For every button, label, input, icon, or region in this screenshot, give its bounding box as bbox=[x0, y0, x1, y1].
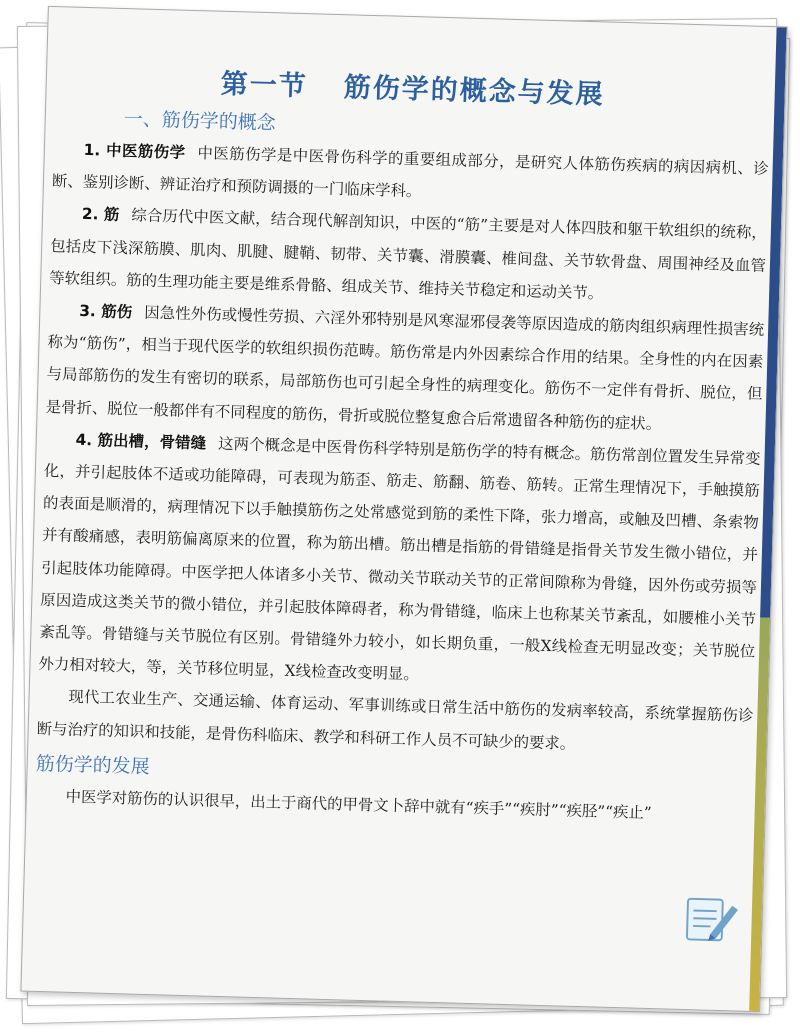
subheading-development: 筋伤学的发展 bbox=[35, 752, 151, 778]
paragraph-text: 综合历代中医文献，结合现代解剖知识，中医的“筋”主要是对人体四肢和躯干软组织的统称，包括皮下浅深筋膜、肌肉、肌腱、腱鞘、韧带、关节囊、滑膜囊、椎间盘、关节软骨盘、周围神经及血管等软组织。筋的生理功能主要是维系骨骼、组成关节、维持关节稳定和运动关节。 bbox=[49, 206, 768, 303]
paragraph-text: 中医筋伤学是中医骨伤科学的重要组成部分，是研究人体筋伤疾病的病因病机、诊断、鉴别诊断、辨证治疗和预防调摄的一门临床学科。 bbox=[51, 144, 769, 201]
paragraph-tendon-bone bbox=[38, 423, 761, 701]
paragraph-term: 4. 筋出槽，骨错缝 bbox=[75, 430, 207, 453]
page-content bbox=[34, 57, 771, 832]
paragraph-text: 中医学对筋伤的认识很早，出土于商代的甲骨文卜辞中就有“疾手”“疾肘”“疾胫”“疾止” bbox=[65, 787, 652, 822]
subheading-concept: 一、筋伤学的概念 bbox=[123, 108, 277, 135]
section-title-text: 筋伤学的概念与发展 bbox=[343, 72, 606, 111]
paragraph-text: 现代工农业生产、交通运输、体育运动、军事训练或日常生活中筋伤的发病率较高，系统掌握筋伤诊断与治疗的知识和技能，是骨伤科临床、教学和科研工作人员不可缺少的要求。 bbox=[36, 688, 754, 753]
notepad-pencil-icon bbox=[681, 889, 741, 949]
book-page bbox=[20, 6, 787, 1012]
paragraph-term: 2. 筋 bbox=[81, 205, 120, 225]
paragraph-term: 3. 筋伤 bbox=[78, 301, 133, 322]
section-number: 第一节 bbox=[220, 68, 309, 103]
paragraph-jin-injury bbox=[45, 294, 764, 443]
paragraph-text: 因急性外伤或慢性劳损、六淫外邪特别是风寒湿邪侵袭等原因造成的筋肉组织病理性损害统称为“筋伤”，相当于现代医学的软组织损伤范畴。筋伤常是内外因素综合作用的结果。全身性的内在因素与局部筋伤的发生有密切的联系，局部筋伤也可引起全身性的病理变化。筋伤不一定伴有骨折、脱位，但是骨折、脱位一般都伴有不同程度的筋伤，骨折或脱位整复愈合后常遗留各种筋伤的症状。 bbox=[45, 303, 765, 433]
paragraph-term: 1. 中医筋伤学 bbox=[83, 140, 186, 162]
paragraph-text: 这两个概念是中医骨伤科学特别是筋伤学的特有概念。筋伤常剖位置发生异常变化，并引起肢体不适或功能障碍，可表现为筋歪、筋走、筋翻、筋卷、筋转。正常生理情况下，手触摸筋的表面是顺滑的，病理情况下以手触摸筋伤之处常感觉到筋的柔性下降，张力增高，或触及凹槽、条索物并有酸痛感，表明筋偏离原来的位置，称为筋出槽。筋出槽是指筋的骨错缝是指骨关节发生微小错位，并引起肢体功能障碍。中医学把人体诸多小关节、微动关节联动关节的正常间隙称为骨缝，因外伤或劳损等原因造成这类关节的微小错位，并引起肢体障碍者，称为骨错缝，临床上也称某关节紊乱，如腰椎小关节紊乱等。骨错缝与关节脱位有区别。骨错缝外力较小，如长期负重，一般X线检查无明显改变；关节脱位外力相对较大，等，关节移位明显，X线检查改变明显。 bbox=[38, 434, 761, 684]
